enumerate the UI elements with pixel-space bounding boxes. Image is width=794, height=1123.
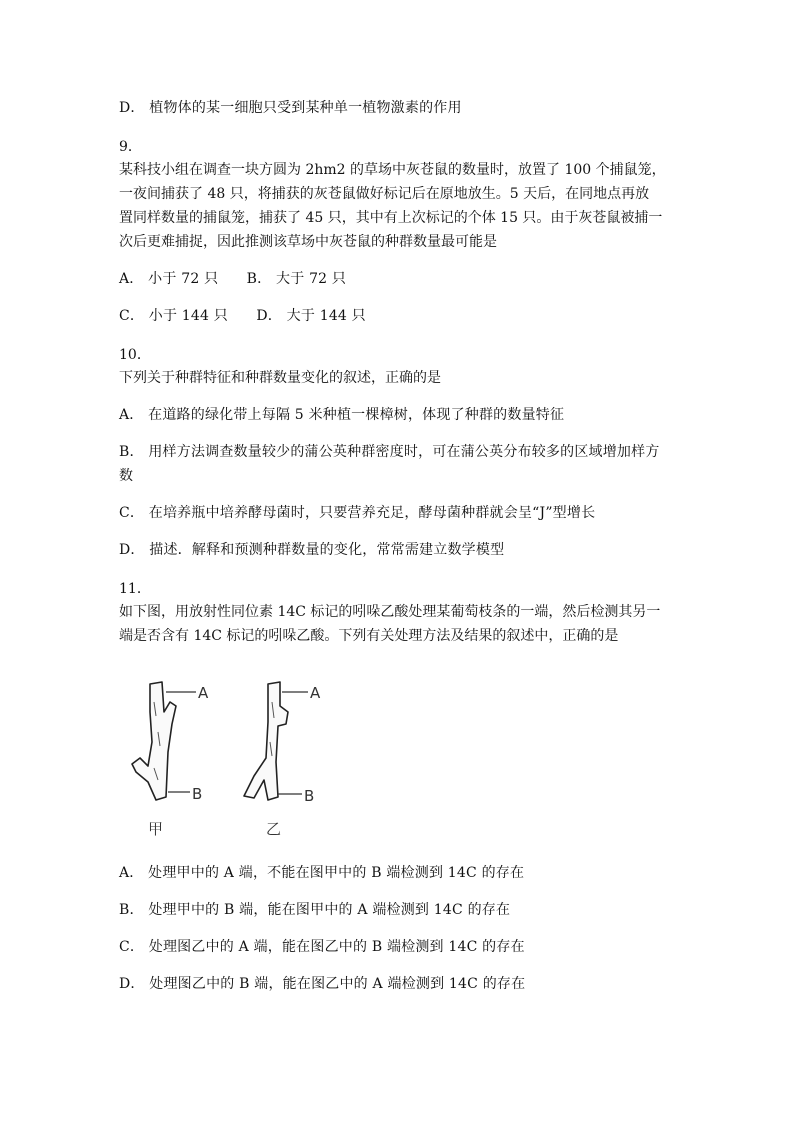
q11-option-b: B． 处理甲中的 B 端，能在图甲中的 A 端检测到 14C 的存在 bbox=[119, 902, 511, 918]
q9-options-ab: A． 小于 72 只 B． 大于 72 只 bbox=[119, 271, 347, 287]
q11-stem-line-2: 端是否含有 14C 标记的吲哚乙酸。下列有关处理方法及结果的叙述中，正确的是 bbox=[119, 628, 619, 644]
q10-option-c: C． 在培养瓶中培养酵母菌时，只要营养充足，酵母菌种群就会呈“J”型增长 bbox=[119, 505, 596, 521]
q10-option-b-line-1: B． 用样方法调查数量较少的蒲公英种群密度时，可在蒲公英分布较多的区域增加样方 bbox=[119, 444, 660, 460]
branch-jia bbox=[132, 682, 176, 800]
label-a-left: A bbox=[198, 684, 209, 702]
label-a-right: A bbox=[310, 684, 321, 702]
q11-number: 11． bbox=[119, 581, 151, 597]
q11-option-c: C． 处理图乙中的 A 端，能在图乙中的 B 端检测到 14C 的存在 bbox=[119, 939, 525, 955]
q10-option-b-line-2: 数 bbox=[119, 468, 134, 484]
q9-number: 9． bbox=[119, 139, 142, 155]
q11-option-a: A． 处理甲中的 A 端，不能在图甲中的 B 端检测到 14C 的存在 bbox=[119, 865, 525, 881]
q10-stem: 下列关于种群特征和种群数量变化的叙述，正确的是 bbox=[119, 370, 441, 386]
q11-stem-line-1: 如下图，用放射性同位素 14C 标记的吲哚乙酸处理某葡萄枝条的一端，然后检测其另一 bbox=[119, 604, 661, 620]
q10-option-a: A． 在道路的绿化带上每隔 5 米种植一棵樟树，体现了种群的数量特征 bbox=[119, 407, 565, 423]
q9-stem-line-3: 置同样数量的捕鼠笼，捕获了 45 只，其中有上次标记的个体 15 只。由于灰苍鼠被捕一 bbox=[119, 210, 663, 226]
q11-option-d: D． 处理图乙中的 B 端，能在图乙中的 A 端检测到 14C 的存在 bbox=[119, 976, 526, 992]
grape-branch-diagram bbox=[118, 672, 338, 842]
q9-stem-line-1: 某科技小组在调查一块方圆为 2hm2 的草场中灰苍鼠的数量时，放置了 100 个捕鼠笼， bbox=[119, 162, 666, 178]
prev-option-d: D． 植物体的某一细胞只受到某种单一植物激素的作用 bbox=[119, 100, 462, 116]
caption-yi: 乙 bbox=[266, 820, 282, 838]
caption-jia: 甲 bbox=[148, 820, 164, 838]
q10-option-d: D． 描述．解释和预测种群数量的变化，常常需建立数学模型 bbox=[119, 542, 505, 558]
q9-stem-line-4: 次后更难捕捉，因此推测该草场中灰苍鼠的种群数量最可能是 bbox=[119, 234, 497, 250]
grape-branch-figure bbox=[118, 672, 338, 842]
q10-number: 10． bbox=[119, 347, 151, 363]
branch-yi bbox=[244, 682, 288, 800]
label-b-left: B bbox=[192, 785, 203, 803]
q9-options-cd: C． 小于 144 只 D． 大于 144 只 bbox=[119, 308, 366, 324]
label-b-right: B bbox=[304, 787, 315, 805]
q9-stem-line-2: 一夜间捕获了 48 只，将捕获的灰苍鼠做好标记后在原地放生。5 天后，在同地点再放 bbox=[119, 186, 650, 202]
